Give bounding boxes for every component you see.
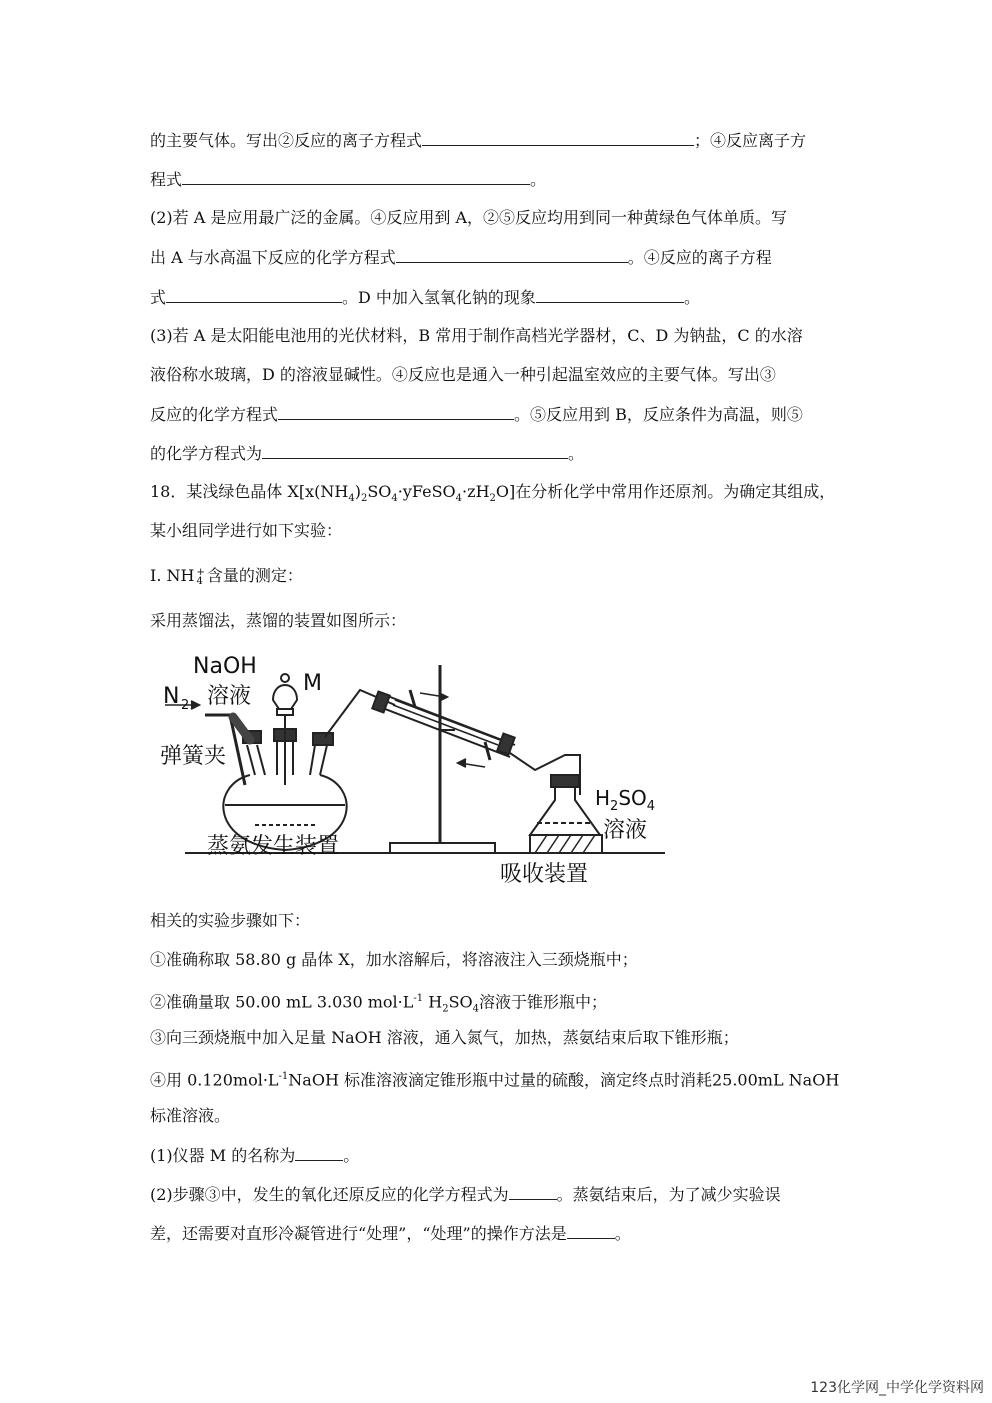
text-line xyxy=(150,403,803,426)
text-segment: 。④反应的离子方程 xyxy=(627,248,772,267)
text-segment: 标准溶液。 xyxy=(150,1106,231,1125)
answer-blank[interactable] xyxy=(295,1144,343,1161)
text-segment: ①准确称取 58.80 g 晶体 X，加水溶解后，将溶液注入三颈烧瓶中； xyxy=(150,950,638,969)
text-segment: 式 xyxy=(150,288,167,307)
text-segment: 差，还需要对直形冷凝管进行“处理”，“处理”的操作方法是 xyxy=(150,1224,567,1243)
text-line xyxy=(150,520,342,542)
subscript: 2 xyxy=(442,1003,449,1015)
answer-blank[interactable] xyxy=(567,1222,615,1239)
text-segment: 。 xyxy=(683,288,700,307)
text-segment: ④用 0.120mol·L xyxy=(150,1070,279,1090)
question-18 xyxy=(150,481,835,510)
text-segment: ③向三颈烧瓶中加入足量 NaOH 溶液，通入氮气，加热，蒸氨结束后取下锥形瓶； xyxy=(150,1028,739,1047)
text-segment: 。⑤反应用到 B，反应条件为高温，则⑤ xyxy=(514,405,803,424)
subscript: 2 xyxy=(360,493,368,505)
fig-label-solution: 溶液 xyxy=(207,684,252,709)
answer-blank[interactable] xyxy=(509,1183,557,1200)
text-line xyxy=(150,168,546,191)
text-line xyxy=(150,207,787,229)
step-2 xyxy=(150,988,607,1021)
step-3 xyxy=(150,1027,739,1049)
text-segment: I. NH xyxy=(150,566,195,585)
step-4 xyxy=(150,1066,839,1091)
section-heading xyxy=(150,565,303,587)
text-segment: 含量的测定： xyxy=(206,566,303,585)
text-segment: 的主要气体。写出②反应的离子方程式 xyxy=(150,131,423,150)
text-line xyxy=(150,364,776,386)
text-segment: 某小组同学进行如下实验： xyxy=(150,521,343,540)
text-segment: 。 xyxy=(530,170,547,189)
distillation-apparatus-figure xyxy=(155,645,675,895)
text-segment: 的化学方程式为 xyxy=(150,444,263,463)
text-line xyxy=(150,325,803,347)
answer-blank[interactable] xyxy=(396,246,628,263)
text-segment: ；④反应离子方 xyxy=(694,131,807,150)
text-segment: ②准确量取 50.00 mL 3.030 mol·L xyxy=(150,992,414,1012)
text-segment: 采用蒸馏法，蒸馏的装置如图所示： xyxy=(150,611,407,630)
fig-label-generator: 蒸氨发生装置 xyxy=(207,834,340,859)
text-segment: ) xyxy=(354,482,361,501)
text-segment: (2)若 A 是应用最广泛的金属。④反应用到 A，②⑤反应均用到同一种黄绿色气体单质。写 xyxy=(150,208,788,227)
text-segment: ·zH xyxy=(462,482,490,501)
fig-label-absorb: 吸收装置 xyxy=(500,862,589,887)
stopper xyxy=(313,733,333,745)
text-segment: 18．某浅绿色晶体 X[x(NH xyxy=(150,482,349,501)
text-segment: 反应的化学方程式 xyxy=(150,405,279,424)
fig-label-n2: N xyxy=(163,684,180,709)
answer-blank[interactable] xyxy=(262,442,568,459)
question-1 xyxy=(150,1144,359,1167)
text-segment: H xyxy=(423,992,443,1012)
conical-flask xyxy=(530,785,600,835)
fig-label-m: M xyxy=(303,671,322,696)
text-segment: SO xyxy=(367,482,392,501)
text-line xyxy=(150,129,806,152)
text-segment: (2)步骤③中，发生的氧化还原反应的化学方程式为 xyxy=(150,1185,509,1204)
text-line xyxy=(150,1105,230,1127)
text-segment: O]在分析化学中常用作还原剂。为确定其组成， xyxy=(495,482,836,501)
fig-label-n2-sub: 2 xyxy=(181,698,190,713)
text-segment: 。 xyxy=(568,444,585,463)
text-segment: 液俗称水玻璃，D 的溶液显碱性。④反应也是通入一种引起温室效应的主要气体。写出③ xyxy=(150,365,776,384)
text-segment: ·yFeSO xyxy=(397,482,456,501)
text-segment: 溶液于锥形瓶中； xyxy=(479,992,608,1012)
text-segment: (3)若 A 是太阳能电池用的光伏材料，B 常用于制作高档光学器材，C、D 为钠盐，C 的水溶 xyxy=(150,326,803,345)
text-segment: 程式 xyxy=(150,170,183,189)
text-segment: NaOH 标准溶液滴定锥形瓶中过量的硫酸，滴定终点时消耗25.00mL NaOH xyxy=(288,1070,840,1090)
fig-label-h2so4-solution: 溶液 xyxy=(603,818,648,843)
answer-blank[interactable] xyxy=(182,168,530,185)
subscript: 4 xyxy=(391,493,398,505)
subscript: 4 xyxy=(196,575,203,587)
fig-label-h2so4: $H_2SO_4$ xyxy=(595,786,656,814)
text-segment: 出 A 与水高温下反应的化学方程式 xyxy=(150,248,396,267)
answer-blank[interactable] xyxy=(536,286,684,303)
footer-watermark: 123化学网_中学化学资料网 xyxy=(810,1380,984,1396)
subscript: 4 xyxy=(455,493,463,505)
text-segment: SO xyxy=(448,992,473,1012)
answer-blank[interactable] xyxy=(166,286,342,303)
text-segment: 。D 中加入氢氧化钠的现象 xyxy=(342,288,536,307)
stand-base xyxy=(390,843,495,853)
text-line xyxy=(150,610,406,632)
text-line xyxy=(150,246,772,269)
text-line xyxy=(150,442,584,465)
text-line xyxy=(150,286,700,309)
ion-charge xyxy=(196,568,204,586)
answer-blank[interactable] xyxy=(422,129,694,146)
answer-blank[interactable] xyxy=(278,403,514,420)
text-segment: (1)仪器 M 的名称为 xyxy=(150,1146,296,1165)
text-segment: 。 xyxy=(343,1146,360,1165)
text-segment: 相关的实验步骤如下： xyxy=(150,911,311,930)
superscript: -1 xyxy=(413,993,424,1004)
subscript: 4 xyxy=(348,493,355,505)
stopper xyxy=(551,775,579,787)
subscript: 2 xyxy=(489,493,496,505)
fig-label-clip: 弹簧夹 xyxy=(160,744,227,769)
text-line xyxy=(150,910,310,932)
text-segment: 。 xyxy=(614,1224,631,1243)
subscript: 4 xyxy=(472,1003,480,1015)
superscript: -1 xyxy=(278,1071,289,1082)
question-2 xyxy=(150,1183,781,1206)
step-1 xyxy=(150,949,638,971)
text-line xyxy=(150,1222,631,1245)
superscript: + xyxy=(196,566,205,578)
text-segment: 。蒸氨结束后，为了减少实验误 xyxy=(556,1185,781,1204)
fig-label-naoh: NaOH xyxy=(193,654,257,679)
